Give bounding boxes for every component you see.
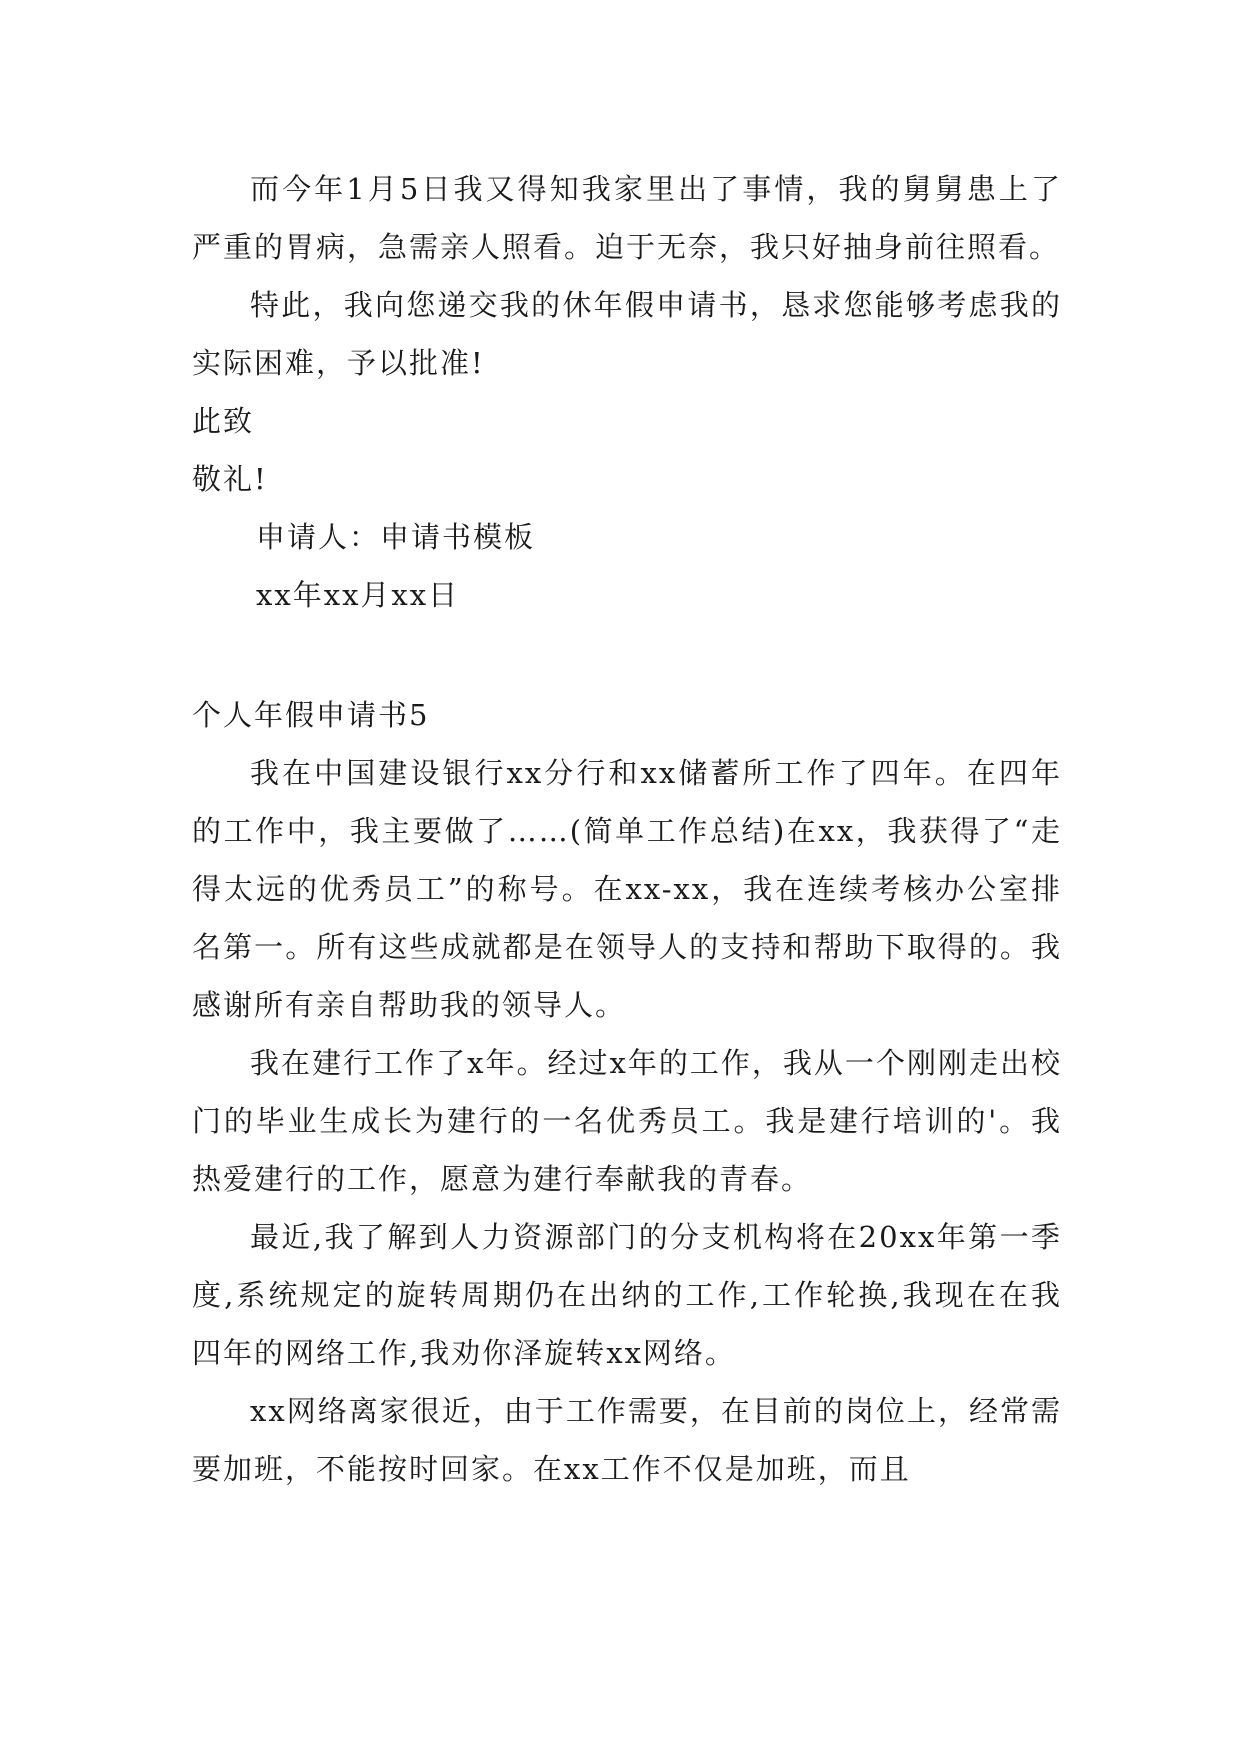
body-paragraph: 最近,我了解到人力资源部门的分支机构将在20xx年第一季度,系统规定的旋转周期仍在出纳的工作,工作轮换,我现在在我四年的网络工作,我劝你泽旋转xx网络。 <box>192 1220 1062 1370</box>
date-line: xx年xx月xx日 <box>256 578 460 612</box>
body-paragraph: 特此，我向您递交我的休年假申请书，恳求您能够考虑我的实际困难，予以批准! <box>192 288 1062 380</box>
closing-regards: 敬礼! <box>192 462 268 496</box>
section-gap <box>192 624 1062 686</box>
body-paragraph: xx网络离家很近，由于工作需要，在目前的岗位上，经常需要加班，不能按时回家。在xx工作不仅是加班，而且 <box>192 1394 1062 1486</box>
body-paragraph: 我在中国建设银行xx分行和xx储蓄所工作了四年。在四年的工作中，我主要做了……(简单工作总结)在xx，我获得了“走得太远的优秀员工”的称号。在xx-xx，我在连续考核办公室排名第一。所有这些成就都是在领导人的支持和帮助下取得的。我感谢所有亲自帮助我的领导人。 <box>192 756 1062 1022</box>
document-body <box>192 160 1062 1498</box>
body-paragraph: 而今年1月5日我又得知我家里出了事情，我的舅舅患上了严重的胃病，急需亲人照看。迫于无奈，我只好抽身前往照看。 <box>192 172 1062 264</box>
applicant-line: 申请人：申请书模板 <box>256 520 536 554</box>
body-paragraph: 我在建行工作了x年。经过x年的工作，我从一个刚刚走出校门的毕业生成长为建行的一名优秀员工。我是建行培训的'。我热爱建行的工作，愿意为建行奉献我的青春。 <box>192 1046 1062 1196</box>
section-title: 个人年假申请书5 <box>192 698 430 732</box>
closing-salutation: 此致 <box>192 404 255 438</box>
